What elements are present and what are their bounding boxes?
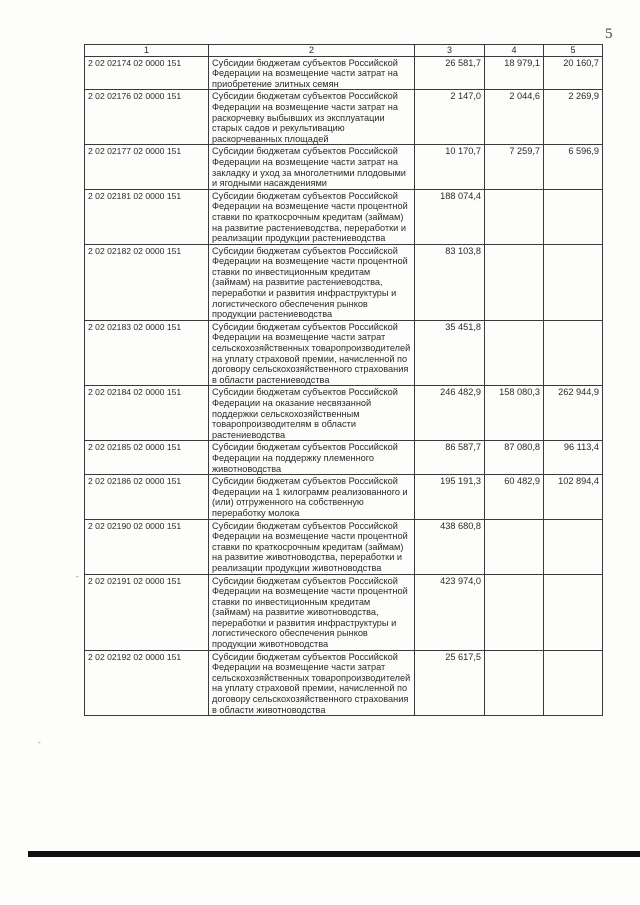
row-value-col5: 102 894,4: [544, 475, 603, 519]
row-value-col3: 188 074,4: [415, 189, 485, 244]
row-value-col4: [485, 574, 544, 650]
row-value-col3: 423 974,0: [415, 574, 485, 650]
row-value-col5: [544, 574, 603, 650]
row-code: 2 02 02191 02 0000 151: [85, 574, 209, 650]
row-value-col3: 10 170,7: [415, 145, 485, 189]
row-code: 2 02 02190 02 0000 151: [85, 519, 209, 574]
row-code: 2 02 02185 02 0000 151: [85, 441, 209, 475]
row-name: Субсидии бюджетам субъектов Российской Федерации на возмещение части затрат на закладку и уход за многолетними плодовыми и ягодными насаждениями: [209, 145, 415, 189]
table-row: [85, 650, 603, 716]
row-value-col3: 83 103,8: [415, 244, 485, 320]
row-value-col5: [544, 650, 603, 716]
scan-edge-bar: [28, 851, 640, 857]
table-row: [85, 475, 603, 519]
table-row: [85, 90, 603, 145]
table-row: [85, 320, 603, 386]
table-row: [85, 574, 603, 650]
row-code: 2 02 02192 02 0000 151: [85, 650, 209, 716]
row-value-col5: 262 944,9: [544, 386, 603, 441]
row-value-col3: 25 617,5: [415, 650, 485, 716]
row-name: Субсидии бюджетам субъектов Российской Федерации на возмещение части затрат сельскохозяйственных товаропроизводителей на уплату страховой премии, начисленной по договору сельскохозяйственного страхования в области растениеводства: [209, 320, 415, 386]
page-number: 5: [605, 26, 613, 42]
row-name: Субсидии бюджетам субъектов Российской Федерации на возмещение части затрат сельскохозяйственных товаропроизводителей на уплату страховой премии, начисленной по договору сельскохозяйственного страхования в области животноводства: [209, 650, 415, 716]
row-value-col5: [544, 244, 603, 320]
scan-speck: -: [76, 572, 79, 581]
row-value-col3: 86 587,7: [415, 441, 485, 475]
header-col-1: 1: [85, 45, 209, 57]
header-col-4: 4: [485, 45, 544, 57]
table-header-row: [85, 45, 603, 57]
row-value-col4: [485, 244, 544, 320]
table-row: [85, 386, 603, 441]
row-value-col5: 2 269,9: [544, 90, 603, 145]
row-code: 2 02 02186 02 0000 151: [85, 475, 209, 519]
table-row: [85, 189, 603, 244]
table-row: [85, 56, 603, 90]
row-name: Субсидии бюджетам субъектов Российской Федерации на возмещение части процентной ставки по краткосрочным кредитам (займам) на развитие животноводства, переработки и реализации продукции животноводства: [209, 519, 415, 574]
table-row: [85, 441, 603, 475]
row-value-col4: 2 044,6: [485, 90, 544, 145]
row-code: 2 02 02183 02 0000 151: [85, 320, 209, 386]
row-value-col4: 158 080,3: [485, 386, 544, 441]
row-name: Субсидии бюджетам субъектов Российской Федерации на возмещение части процентной ставки по краткосрочным кредитам (займам) на развитие растениеводства, переработки и реализации продукции растениеводства: [209, 189, 415, 244]
header-col-2: 2: [209, 45, 415, 57]
row-value-col5: [544, 320, 603, 386]
row-value-col5: 6 596,9: [544, 145, 603, 189]
header-col-5: 5: [544, 45, 603, 57]
row-value-col4: [485, 650, 544, 716]
row-value-col4: 7 259,7: [485, 145, 544, 189]
row-value-col3: 35 451,8: [415, 320, 485, 386]
row-value-col5: 20 160,7: [544, 56, 603, 90]
row-name: Субсидии бюджетам субъектов Российской Федерации на оказание несвязанной поддержки сельскохозяйственным товаропроизводителям в области растениеводства: [209, 386, 415, 441]
row-value-col3: 246 482,9: [415, 386, 485, 441]
row-value-col3: 195 191,3: [415, 475, 485, 519]
row-value-col5: [544, 519, 603, 574]
row-value-col5: 96 113,4: [544, 441, 603, 475]
row-name: Субсидии бюджетам субъектов Российской Федерации на поддержку племенного животноводства: [209, 441, 415, 475]
table-row: [85, 244, 603, 320]
row-name: Субсидии бюджетам субъектов Российской Федерации на 1 килограмм реализованного и (или) отгруженного на собственную переработку молока: [209, 475, 415, 519]
row-value-col4: [485, 320, 544, 386]
row-code: 2 02 02184 02 0000 151: [85, 386, 209, 441]
row-code: 2 02 02177 02 0000 151: [85, 145, 209, 189]
row-name: Субсидии бюджетам субъектов Российской Федерации на возмещение части процентной ставки по инвестиционным кредитам (займам) на развитие животноводства, переработки и развития инфраструктуры и логистического обеспечения рынков продукции животноводства: [209, 574, 415, 650]
row-value-col4: [485, 189, 544, 244]
row-value-col4: 60 482,9: [485, 475, 544, 519]
row-value-col5: [544, 189, 603, 244]
row-name: Субсидии бюджетам субъектов Российской Федерации на возмещение части затрат на раскорчевку выбывших из эксплуатации старых садов и рекультивацию раскорчеванных площадей: [209, 90, 415, 145]
row-code: 2 02 02181 02 0000 151: [85, 189, 209, 244]
row-value-col4: 18 979,1: [485, 56, 544, 90]
row-value-col3: 2 147,0: [415, 90, 485, 145]
table-row: [85, 145, 603, 189]
header-col-3: 3: [415, 45, 485, 57]
scan-speck: -: [38, 738, 41, 747]
row-name: Субсидии бюджетам субъектов Российской Федерации на возмещение части процентной ставки по инвестиционным кредитам (займам) на развитие растениеводства, переработки и развития инфраструктуры и логистического обеспечения рынков продукции растениеводства: [209, 244, 415, 320]
row-value-col4: 87 080,8: [485, 441, 544, 475]
budget-table: [84, 44, 603, 716]
row-code: 2 02 02176 02 0000 151: [85, 90, 209, 145]
row-code: 2 02 02182 02 0000 151: [85, 244, 209, 320]
table-row: [85, 519, 603, 574]
row-value-col3: 26 581,7: [415, 56, 485, 90]
row-value-col3: 438 680,8: [415, 519, 485, 574]
row-code: 2 02 02174 02 0000 151: [85, 56, 209, 90]
row-name: Субсидии бюджетам субъектов Российской Федерации на возмещение части затрат на приобретение элитных семян: [209, 56, 415, 90]
row-value-col4: [485, 519, 544, 574]
